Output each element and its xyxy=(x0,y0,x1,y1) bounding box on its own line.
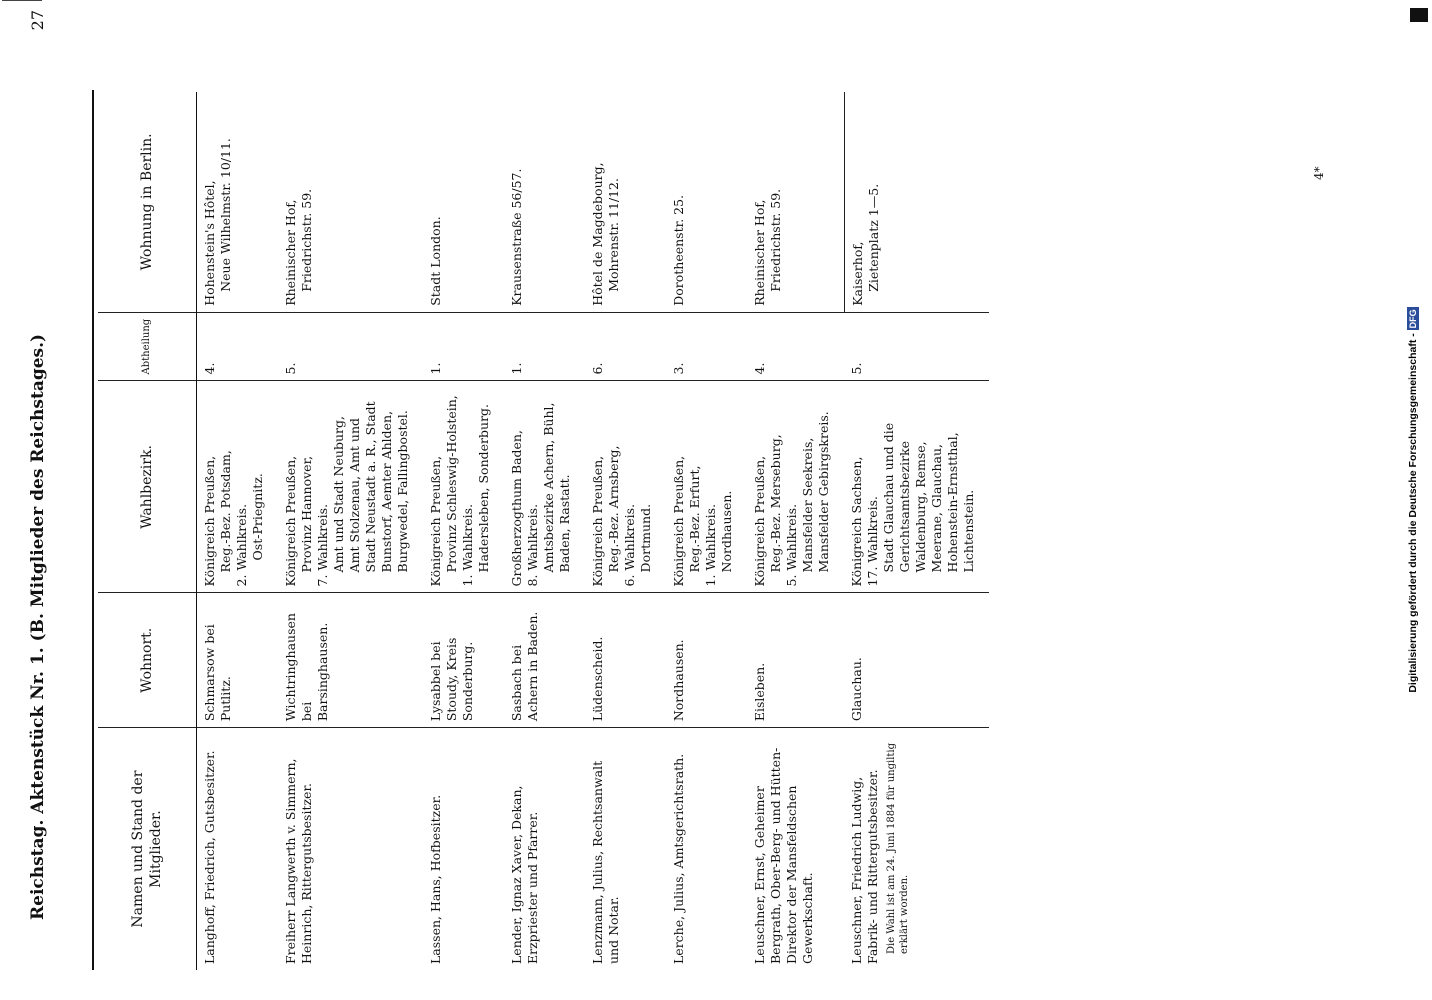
member-wohnung xyxy=(666,92,747,312)
signature-mark: 4* xyxy=(1312,166,1326,180)
member-wohnort: Lüdenscheid. xyxy=(585,593,666,728)
member-wohnort: Wichtringhausen bei Barsinghausen. xyxy=(278,593,423,728)
member-name: Freiherr Langwerth v. Simmern, Heinrich, Rittergutsbesitzer. xyxy=(278,728,423,970)
member-wahlbezirk xyxy=(423,381,504,593)
wahl-line: Hadersleben, Sonderburg. xyxy=(476,403,491,573)
table-row xyxy=(504,92,585,970)
wahl-line: Königreich Preußen, xyxy=(283,455,298,587)
member-wahlbezirk xyxy=(844,381,989,593)
member-abtheilung: 1. xyxy=(423,312,504,381)
wahl-line: 5. Wahlkreis. xyxy=(784,503,799,587)
wohnung-line: Rheinischer Hof, xyxy=(752,199,767,306)
wahl-line: Provinz Hannover, xyxy=(299,455,314,573)
wahl-line: Königreich Preußen, xyxy=(590,455,605,587)
member-abtheilung: 5. xyxy=(844,312,989,381)
members-table xyxy=(98,92,989,970)
scan-corner-block xyxy=(1410,8,1428,22)
table-row xyxy=(278,92,423,970)
member-wahlbezirk xyxy=(666,381,747,593)
member-abtheilung: 6. xyxy=(585,312,666,381)
wohnung-line: Hohenstein's Hôtel, xyxy=(202,180,217,306)
member-wahlbezirk xyxy=(278,381,423,593)
member-name: Langhoff, Friedrich, Gutsbesitzer. xyxy=(197,728,279,970)
member-wohnort: Eisleben. xyxy=(747,593,844,728)
member-wohnung xyxy=(197,92,279,312)
dfg-logo: DFG xyxy=(1408,309,1418,329)
wohnung-line: Friedrichstr. 59. xyxy=(299,188,314,292)
member-wohnung xyxy=(423,92,504,312)
wahl-line: Reg.-Bez. Merseburg, xyxy=(768,434,783,573)
wahl-line: Amt und Stadt Neuburg, Amt Stolzenau, Amt und Stadt Neustadt a. R., Stadt Bunstorf, Aemter Ahlden, Burgwedel, Fallingbostel. xyxy=(331,401,410,573)
member-wohnung xyxy=(504,92,585,312)
wahl-line: Provinz Schleswig-Holstein, xyxy=(444,395,459,573)
wohnung-line: Kaiserhof, xyxy=(849,241,865,306)
member-note: Die Wahl ist am 24. Juni 1884 für ungiltig erklärt worden. xyxy=(886,742,910,954)
wahl-line: 1. Wahlkreis. xyxy=(703,503,718,587)
member-wohnort: Glauchau. xyxy=(844,593,989,728)
page-number: 27 xyxy=(28,10,47,31)
member-wohnung xyxy=(747,92,844,312)
wohnung-line: Krausenstraße 56/57. xyxy=(509,168,524,306)
member-wohnort: Lysabbel bei Stoudy, Kreis Sonderburg. xyxy=(423,593,504,728)
member-name-text: Leuschner, Friedrich Ludwig, Fabrik- und Rittergutsbesitzer. xyxy=(849,769,880,964)
col-header-abtheilung: Abtheilung xyxy=(98,312,197,381)
wahl-line: 7. Wahlkreis. xyxy=(315,503,330,587)
member-wohnort: Nordhausen. xyxy=(666,593,747,728)
wahl-line: Mansfelder Seekreis, Mansfelder Gebirgskreis. xyxy=(800,411,831,573)
wohnung-line: Hôtel de Magdebourg, xyxy=(590,162,605,306)
wahl-line: Königreich Preußen, xyxy=(202,455,217,587)
wahl-line: Nordhausen. xyxy=(719,490,734,573)
member-wohnort: Schmarsow bei Putlitz. xyxy=(197,593,279,728)
wahl-line: Königreich Preußen, xyxy=(428,455,443,587)
table-row xyxy=(585,92,666,970)
member-wohnung xyxy=(844,92,989,312)
member-wahlbezirk xyxy=(585,381,666,593)
table-row xyxy=(844,92,989,970)
digitization-credit xyxy=(1400,8,1426,992)
wohnung-line: Mohrenstr. 11/12. xyxy=(606,178,621,292)
wahl-line: Stadt Glauchau und die Gerichtsamtsbezirke Waldenburg, Remse, Meerane, Glauchau, Hohenstein-Ernstthal, Lichtenstein. xyxy=(881,422,976,573)
credit-text xyxy=(1400,8,1426,992)
wahl-line: Reg.-Bez. Erfurt, xyxy=(687,465,702,573)
member-name: Lender, Ignaz Xaver, Dekan, Erzpriester und Pfarrer. xyxy=(504,728,585,970)
wahl-line: Königreich Sachsen, xyxy=(849,456,864,587)
wohnung-line: Friedrichstr. 59. xyxy=(768,188,783,292)
col-header-wahlbezirk: Wahlbezirk. xyxy=(98,381,197,593)
member-wohnung xyxy=(278,92,423,312)
wohnung-line: Stadt London. xyxy=(428,216,443,306)
wahl-line: Dortmund. xyxy=(638,503,653,573)
top-rule xyxy=(92,90,94,970)
member-abtheilung: 3. xyxy=(666,312,747,381)
member-abtheilung: 4. xyxy=(747,312,844,381)
wahl-line: Ost-Priegnitz. xyxy=(250,473,265,561)
member-name xyxy=(844,728,989,970)
wohnung-line: Zietenplatz 1—5. xyxy=(865,183,881,292)
member-name: Lassen, Hans, Hofbesitzer. xyxy=(423,728,504,970)
table-row xyxy=(423,92,504,970)
member-abtheilung: 1. xyxy=(504,312,585,381)
wahl-line: Großherzogthum Baden, xyxy=(509,430,524,587)
col-header-wohnort: Wohnort. xyxy=(98,593,197,728)
wahl-line: 1. Wahlkreis. xyxy=(460,503,475,587)
member-wahlbezirk xyxy=(747,381,844,593)
member-name: Lenzmann, Julius, Rechtsanwalt und Notar. xyxy=(585,728,666,970)
member-wahlbezirk xyxy=(197,381,279,593)
wahl-line: 2. Wahlkreis. xyxy=(234,503,249,587)
member-abtheilung: 5. xyxy=(278,312,423,381)
member-wohnung xyxy=(585,92,666,312)
running-head: Reichstag. Aktenstück Nr. 1. (B. Mitglieder des Reichstages.) xyxy=(28,333,48,920)
wahl-line: 8. Wahlkreis. xyxy=(525,503,540,587)
member-name: Leuschner, Ernst, Geheimer Bergrath, Ober-Berg- und Hütten-Direktor der Mansfeldschen Gewerkschaft. xyxy=(747,728,844,970)
member-abtheilung: 4. xyxy=(197,312,279,381)
col-header-wohnung: Wohnung in Berlin. xyxy=(98,92,197,312)
table-header-row xyxy=(98,92,197,970)
table-row xyxy=(747,92,844,970)
wahl-line: Reg.-Bez. Arnsberg, xyxy=(606,445,621,573)
wahl-line: 6. Wahlkreis. xyxy=(622,503,637,587)
wahl-line: 17. Wahlkreis. xyxy=(865,495,880,587)
wohnung-line: Rheinischer Hof, xyxy=(283,199,298,306)
table-row xyxy=(197,92,279,970)
member-wohnort: Sasbach bei Achern in Baden. xyxy=(504,593,585,728)
wahl-line: Königreich Preußen, xyxy=(752,455,767,587)
member-wahlbezirk xyxy=(504,381,585,593)
table-row xyxy=(666,92,747,970)
page-header xyxy=(28,10,58,920)
wohnung-line: Neue Wilhelmstr. 10/11. xyxy=(218,138,233,292)
wahl-line: Reg.-Bez. Potsdam, xyxy=(218,450,233,573)
wahl-line: Amtsbezirke Achern, Bühl, Baden, Rastatt. xyxy=(541,402,572,573)
member-name: Lerche, Julius, Amtsgerichtsrath. xyxy=(666,728,747,970)
wohnung-line: Dorotheenstr. 25. xyxy=(671,194,686,306)
wahl-line: Königreich Preußen, xyxy=(671,455,686,587)
credit-label: Digitalisierung gefördert durch die Deutsche Forschungsgemeinschaft - xyxy=(1407,333,1419,693)
col-header-name: Namen und Stand der Mitglieder. xyxy=(98,728,197,970)
